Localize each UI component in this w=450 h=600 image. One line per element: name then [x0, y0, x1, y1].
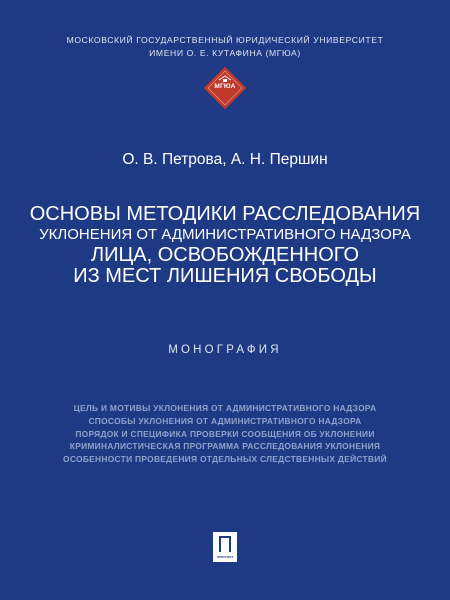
authors: О. В. Петрова, А. Н. Першин	[122, 151, 328, 168]
topic-item: КРИМИНАЛИСТИЧЕСКАЯ ПРОГРАММА РАССЛЕДОВАНИЯ УКЛОНЕНИЯ	[69, 441, 381, 452]
title-line-4: ИЗ МЕСТ ЛИШЕНИЯ СВОБОДЫ	[73, 264, 377, 287]
topics-list	[0, 402, 450, 466]
university-line-1: МОСКОВСКИЙ ГОСУДАРСТВЕННЫЙ ЮРИДИЧЕСКИЙ УНИВЕРСИТЕТ	[66, 35, 384, 45]
topic-item: СПОСОБЫ УКЛОНЕНИЯ ОТ АДМИНИСТРАТИВНОГО НАДЗОРА	[88, 415, 362, 426]
logo-text: МГЮА	[214, 83, 236, 90]
topic-item: ОСОБЕННОСТИ ПРОВЕДЕНИЯ ОТДЕЛЬНЫХ СЛЕДСТВЕННЫХ ДЕЙСТВИЙ	[63, 454, 387, 465]
university-logo-icon	[200, 63, 250, 113]
title-line-2: УКЛОНЕНИЯ ОТ АДМИНИСТРАТИВНОГО НАДЗОРА	[39, 226, 411, 243]
university-line-2: ИМЕНИ О. Е. КУТАФИНА (МГЮА)	[149, 48, 301, 58]
topic-item: ПОРЯДОК И СПЕЦИФИКА ПРОВЕРКИ СООБЩЕНИЯ ОБ УКЛОНЕНИИ	[75, 428, 375, 439]
title-line-3: ЛИЦА, ОСВОБОЖДЕННОГО	[90, 243, 360, 266]
publisher-label: ПРОСПЕКТ	[216, 555, 234, 559]
publisher-mark-shape	[219, 536, 231, 552]
publisher-logo-icon	[213, 532, 237, 562]
university-name	[0, 34, 450, 60]
genre-label: МОНОГРАФИЯ	[168, 344, 282, 356]
topic-item: ЦЕЛЬ И МОТИВЫ УКЛОНЕНИЯ ОТ АДМИНИСТРАТИВНОГО НАДЗОРА	[73, 403, 377, 413]
book-title	[0, 204, 450, 287]
title-line-1: ОСНОВЫ МЕТОДИКИ РАССЛЕДОВАНИЯ	[29, 203, 421, 225]
